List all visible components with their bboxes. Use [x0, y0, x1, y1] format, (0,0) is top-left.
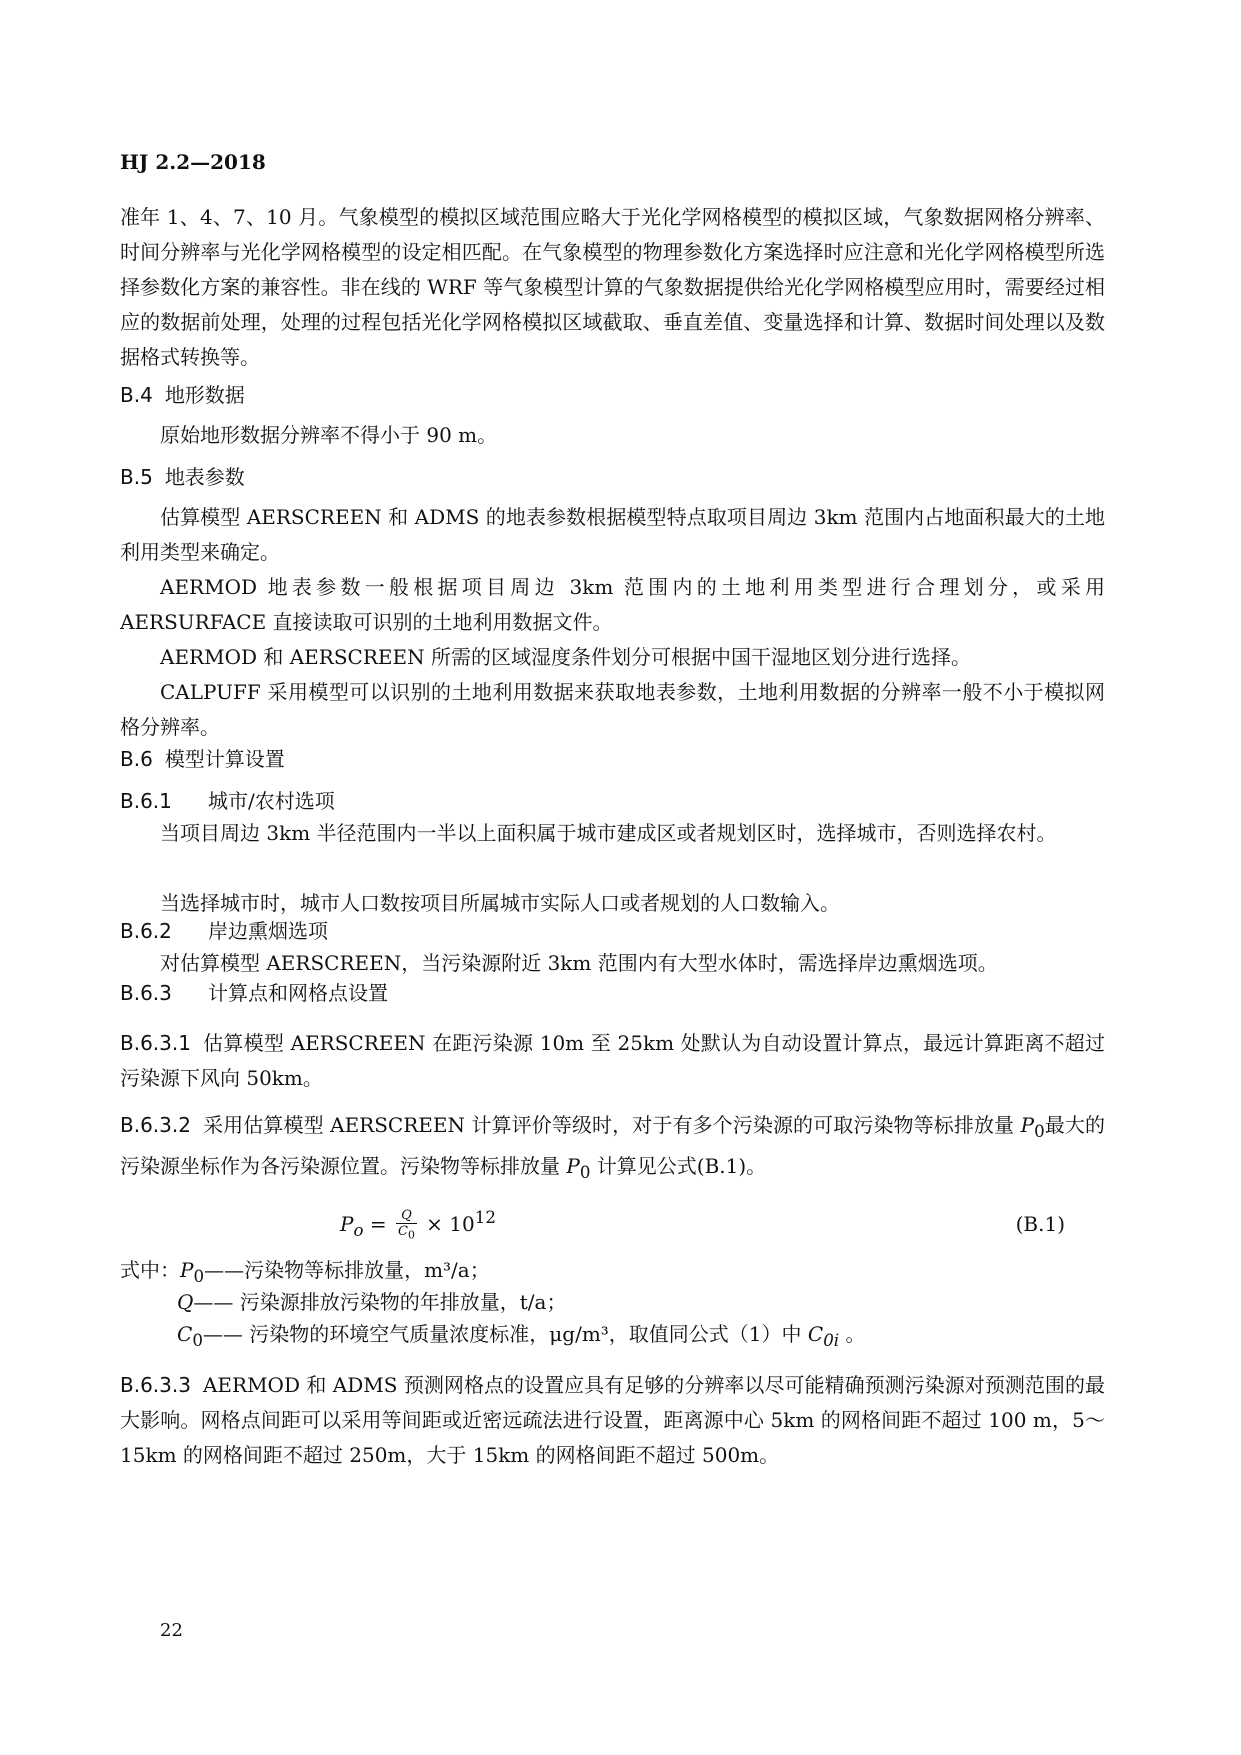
- b5-paragraph-3: AERMOD 和 AERSCREEN 所需的区域湿度条件划分可根据中国干湿地区划分进行选择。: [160, 645, 971, 669]
- b632-text-a: 采用估算模型 AERSCREEN 计算评价等级时，对于有多个污染源的可取污染物等标排放量: [202, 1113, 1021, 1137]
- section-title: 岸边熏烟选项: [208, 919, 328, 943]
- section-number: B.6: [120, 747, 153, 771]
- b631-paragraph: [120, 1026, 1105, 1096]
- b5-paragraph-4: CALPUFF 采用模型可以识别的土地利用数据来获取地表参数，土地利用数据的分辨率一般不小于模拟网格分辨率。: [120, 680, 1105, 739]
- symbol-sub: 0: [1034, 1122, 1045, 1141]
- section-number: B.5: [120, 465, 153, 489]
- symbol-sub: 0: [579, 1163, 591, 1182]
- formula-lhs-sub: o: [353, 1220, 364, 1240]
- b632-text-b: 最大的污染源坐标作为各污染源位置。污染物等标排放量: [120, 1113, 1106, 1178]
- intro-paragraph: 准年 1、4、7、10 月。气象模型的模拟区域范围应略大于光化学网格模型的模拟区域，气象数据网格分辨率、时间分辨率与光化学网格模型的设定相匹配。在气象模型的物理参数化方案选择时应注意和光化学网格模型所选择参数化方案的兼容性。非在线的 WRF 等气象模型计算的气象数据提供给光化学网格模型应用时，需要经过相应的数据前处理，处理的过程包括光化学网格模拟区域截取、垂直差值、变量选择和计算、数据时间处理以及数据格式转换等。: [120, 205, 1105, 369]
- section-b63-heading: [120, 978, 388, 1008]
- formula-times: × 10: [419, 1211, 475, 1236]
- section-number: B.6.3.2: [120, 1113, 191, 1137]
- section-number: B.6.3.1: [120, 1031, 191, 1055]
- formula-b1: [340, 1208, 496, 1243]
- b633-text: AERMOD 和 ADMS 预测网格点的设置应具有足够的分辨率以尽可能精确预测污染源对预测范围的最大影响。网格点间距可以采用等间距或近密远疏法进行设置，距离源中心 5km 的网格间距不超过 100 m，5～15km 的网格间距不超过 250m，大于 15km 的网格间距不超过 500m。: [120, 1373, 1105, 1467]
- definition-2: [177, 1287, 566, 1317]
- fraction-numerator: Q: [396, 1208, 417, 1224]
- b62-paragraph: 对估算模型 AERSCREEN，当污染源附近 3km 范围内有大型水体时，需选择岸边熏烟选项。: [160, 951, 998, 975]
- definition-sub: 0: [193, 1267, 205, 1286]
- symbol-p: P: [1020, 1113, 1035, 1137]
- b61-paragraph-2: 当选择城市时，城市人口数按项目所属城市实际人口或者规划的人口数输入。: [160, 891, 840, 915]
- definition-ref-sub: 0i: [823, 1331, 840, 1350]
- formula-lhs: P: [340, 1211, 354, 1236]
- definition-sub: 0: [192, 1331, 203, 1350]
- denominator-symbol: C: [397, 1224, 408, 1239]
- section-number: B.6.2: [120, 919, 172, 943]
- section-b61-heading: [120, 786, 335, 816]
- section-title: 地形数据: [164, 383, 245, 407]
- standard-code: HJ 2.2—2018: [120, 150, 266, 174]
- definition-symbol: P: [180, 1258, 194, 1282]
- b61-paragraph-1: 当项目周边 3km 半径范围内一半以上面积属于城市建成区或者规划区时，选择城市，否则选择农村。: [160, 821, 1057, 845]
- equation-number: (B.1): [1015, 1212, 1065, 1236]
- section-b6-heading: [120, 744, 285, 774]
- definition-lead: 式中：: [120, 1258, 180, 1282]
- definition-ref-symbol: C: [807, 1322, 824, 1346]
- definition-end: 。: [839, 1322, 866, 1346]
- section-number: B.6.3: [120, 981, 172, 1005]
- definition-3: [177, 1319, 866, 1356]
- b631-text: 估算模型 AERSCREEN 在距污染源 10m 至 25km 处默认为自动设置计算点，最远计算距离不超过污染源下风向 50km。: [120, 1031, 1105, 1090]
- section-b5-heading: [120, 462, 245, 492]
- definition-text: ——污染物等标排放量，m³/a；: [204, 1258, 490, 1282]
- symbol-p: P: [566, 1154, 580, 1178]
- b5-paragraph-1: 估算模型 AERSCREEN 和 ADMS 的地表参数根据模型特点取项目周边 3km 范围内占地面积最大的土地利用类型来确定。: [120, 505, 1105, 564]
- section-b62-heading: [120, 916, 328, 946]
- fraction-denominator: [396, 1224, 417, 1243]
- section-title: 城市/农村选项: [208, 789, 335, 813]
- section-b4-heading: [120, 380, 245, 410]
- b5-paragraph-2: AERMOD 地表参数一般根据项目周边 3km 范围内的土地利用类型进行合理划分，或采用 AERSURFACE 直接读取可识别的土地利用数据文件。: [120, 575, 1105, 634]
- section-number: B.4: [120, 383, 153, 407]
- section-title: 地表参数: [164, 465, 245, 489]
- formula-exponent: 12: [474, 1208, 496, 1228]
- b633-paragraph: [120, 1368, 1105, 1473]
- section-number: B.6.3.3: [120, 1373, 191, 1397]
- definition-text: —— 污染源排放污染物的年排放量，t/a；: [193, 1290, 567, 1314]
- section-title: 计算点和网格点设置: [208, 981, 388, 1005]
- section-title: 模型计算设置: [164, 747, 285, 771]
- definition-symbol: C: [177, 1322, 193, 1346]
- formula-equals: =: [363, 1211, 393, 1236]
- document-page: [120, 0, 1120, 1755]
- definition-text: —— 污染物的环境空气质量浓度标准，μg/m³，取值同公式（1）中: [202, 1322, 808, 1346]
- formula-fraction: [396, 1208, 417, 1243]
- b4-paragraph: 原始地形数据分辨率不得小于 90 m。: [160, 423, 498, 447]
- page-number: 22: [160, 1620, 183, 1641]
- b632-text-c: 计算见公式(B.1)。: [590, 1154, 767, 1178]
- denominator-sub: 0: [407, 1228, 415, 1242]
- b632-paragraph: [120, 1108, 1105, 1190]
- definition-symbol: Q: [177, 1290, 194, 1314]
- section-number: B.6.1: [120, 789, 172, 813]
